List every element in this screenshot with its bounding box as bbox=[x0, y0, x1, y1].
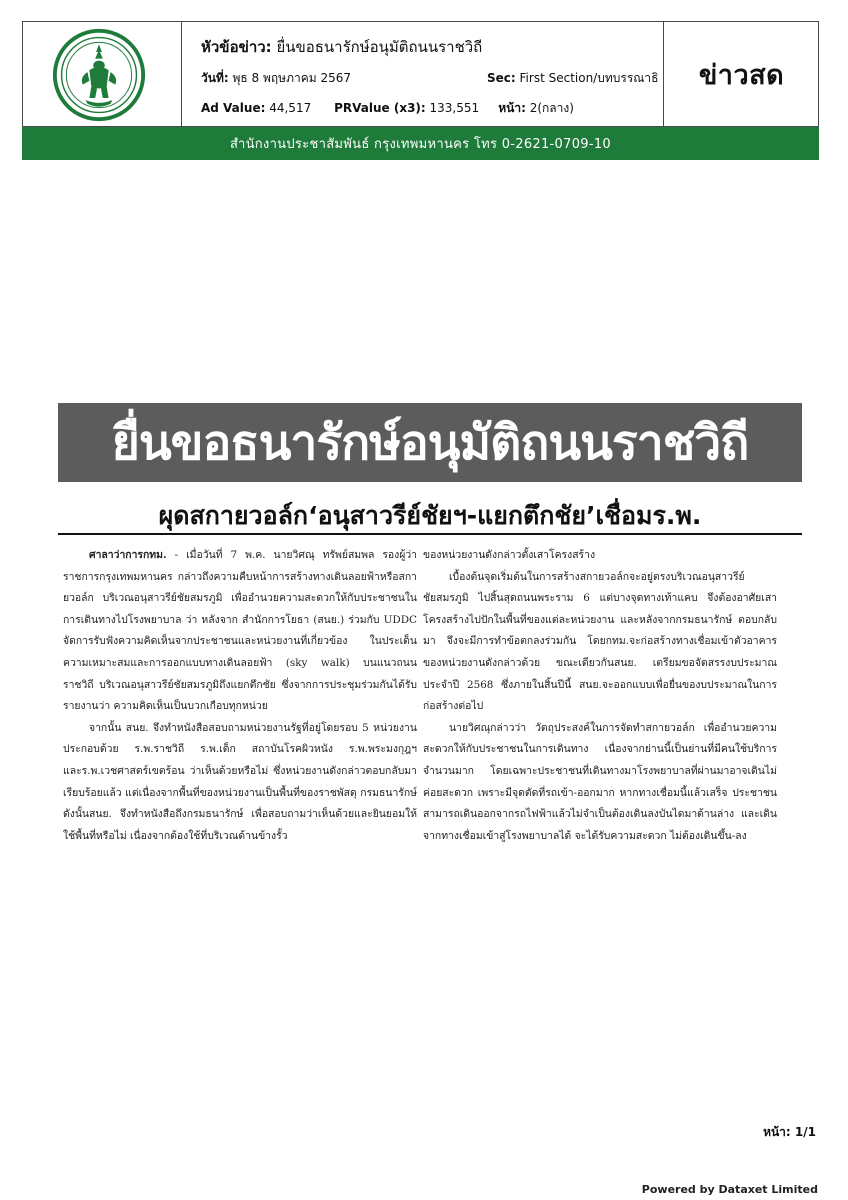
value-meta bbox=[201, 99, 574, 118]
bangkok-seal-icon bbox=[51, 27, 147, 123]
article-headline: ยื่นขอธนารักษ์อนุมัติถนนราชวิถี bbox=[111, 414, 749, 471]
date-label: วันที่: bbox=[201, 71, 229, 85]
page-number bbox=[763, 1123, 816, 1142]
powered-by: Powered by Dataxet Limited bbox=[641, 1183, 818, 1196]
clipping-header bbox=[22, 21, 819, 127]
article-subheadline: ผุดสกายวอล์ก‘อนุสาวรีย์ชัยฯ-แยกตึกชัย’เชื่อมร.พ. bbox=[158, 501, 702, 530]
agency-bar: สำนักงานประชาสัมพันธ์ กรุงเทพมหานคร โทร 0-2621-0709-10 bbox=[22, 127, 819, 160]
date-value: พุธ 8 พฤษภาคม 2567 bbox=[232, 71, 352, 85]
article-paragraph: ของหน่วยงานดังกล่าวตั้งเสาโครงสร้าง bbox=[423, 549, 596, 561]
title-value: ยื่นขอธนารักษ์อนุมัติถนนราชวิถี bbox=[276, 38, 483, 56]
paragraph-text: - เมื่อวันที่ 7 พ.ค. นายวิศณุ ทรัพย์สมพล รองผู้ว่าราชการกรุงเทพมหานคร กล่าวถึงความคืบหน้าการสร้างทางเดินลอยฟ้าหรือสกายวอล์ก บริเวณอนุสาวรีย์ชัยสมรภูมิ เพื่ออำนวยความสะดวกให้กับประชาชนในการเดินทางไปโรงพยาบาล ว่า หลังจาก สำนักการโยธา (สนย.) ร่วมกับ UDDC จัดการรับฟังความคิดเห็นจากประชาชนและหน่วยงานที่เกี่ยวข้อง ในประเด็นความเหมาะสมและการออกแบบทางเดินลอยฟ้า (sky walk) บนแนวถนนราชวิถี บริเวณอนุสาวรีย์ชัยสมรภูมิถึงแยกตึกชัย ซึ่งจากการประชุมร่วมกันได้รับรายงานว่า ความคิดเห็นเป็นบวกเกือบทุกหน่วย bbox=[63, 549, 417, 713]
page-value: 2(กลาง) bbox=[529, 101, 574, 115]
sec-value: First Section/บทบรรณาธิ bbox=[519, 71, 659, 85]
article-column-left bbox=[63, 545, 417, 847]
ad-value: 44,517 bbox=[269, 101, 312, 115]
subheadline-block bbox=[58, 498, 802, 538]
page-label: หน้า: bbox=[498, 101, 526, 115]
sec-label: Sec: bbox=[487, 71, 516, 85]
article-paragraph: เบื้องต้นจุดเริ่มต้นในการสร้างสกายวอล์กจะอยู่ตรงบริเวณอนุสาวรีย์ชัยสมรภูมิ ไปสิ้นสุดถนนพระราม 6 แต่บางจุดทางเท้าแคบ จึงต้องอาศัยเสาโครงสร้างไปปักในพื้นที่ของแต่ละหน่วยงาน และหลังจากกรมธนารักษ์ ตอบกลับมา จึงจะมีการทำข้อตกลงร่วมกัน โดยกทม.จะก่อสร้างทางเชื่อมเข้าตัวอาคารของหน่วยงานดังกล่าวด้วย ขณะเดียวกันสนย. เตรียมขอจัดสรรงบประมาณประจำปี 2568 ซึ่งภายในสิ้นปีนี้ สนย.จะออกแบบเพื่อยื่นของบประมาณในการก่อสร้างต่อไป bbox=[423, 570, 777, 713]
ad-value-label: Ad Value: bbox=[201, 101, 266, 115]
article-byline: ศาลาว่าการกทม. bbox=[89, 549, 167, 561]
metadata-cell bbox=[181, 22, 663, 126]
pr-value-label: PRValue (x3): bbox=[334, 101, 426, 115]
article-column-right bbox=[423, 545, 777, 847]
headline-banner bbox=[58, 403, 802, 482]
article-paragraph: จากนั้น สนย. จึงทำหนังสือสอบถามหน่วยงานรัฐที่อยู่โดยรอบ 5 หน่วยงาน ประกอบด้วย ร.พ.ราชวิถี ร.พ.เด็ก สถาบันโรคผิวหนัง ร.พ.พระมงกุฎฯ และร.พ.เวชศาสตร์เขตร้อน ว่าเห็นด้วยหรือไม่ ซึ่งหน่วยงานดังกล่าวตอบกลับมาเรียบร้อยแล้ว แต่เนื่องจากพื้นที่ของหน่วยงานเป็นพื้นที่ของราชพัสดุ กรมธนารักษ์ ดังนั้นสนย. จึงทำหนังสือถึงกรมธนารักษ์ เพื่อสอบถามว่าเห็นด้วยและยินยอมให้ใช้พื้นที่หรือไม่ เนื่องจากต้องใช้ที่บริเวณด้านข้างรั้ว bbox=[63, 721, 417, 842]
section-meta bbox=[487, 69, 658, 88]
article-paragraph bbox=[63, 545, 417, 718]
logo-cell bbox=[23, 22, 182, 126]
subheadline-underline bbox=[58, 533, 802, 535]
title-label: หัวข้อข่าว: bbox=[201, 38, 272, 56]
newspaper-name: ข่าวสด bbox=[698, 59, 785, 91]
date-meta bbox=[201, 69, 351, 88]
article-paragraph: นายวิศณุกล่าวว่า วัตถุประสงค์ในการจัดทำสกายวอล์ก เพื่ออำนวยความสะดวกให้กับประชาชนในการเดินทาง เนื่องจากย่านนี้เป็นย่านที่มีคนใช้บริการจำนวนมาก โดยเฉพาะประชาชนที่เดินทางมาโรงพยาบาลที่ผ่านมาอาจเดินไม่ค่อยสะดวก เพราะมีจุดตัดที่รถเข้า-ออกมาก หากทางเชื่อมนี้แล้วเสร็จ ประชาชนสามารถเดินออกจากรถไฟฟ้าแล้วไม่จำเป็นต้องเดินลงบันไดมาด้านล่าง และเดินจากทางเชื่อมเข้าสู่โรงพยาบาลได้ จะได้รับความสะดวก ไม่ต้องเดินขึ้น-ลง bbox=[423, 721, 777, 842]
footer-page-value: 1/1 bbox=[794, 1125, 816, 1139]
pr-value: 133,551 bbox=[429, 101, 480, 115]
footer-page-label: หน้า: bbox=[763, 1125, 791, 1139]
headline-meta bbox=[201, 35, 482, 59]
newspaper-cell bbox=[663, 22, 819, 126]
